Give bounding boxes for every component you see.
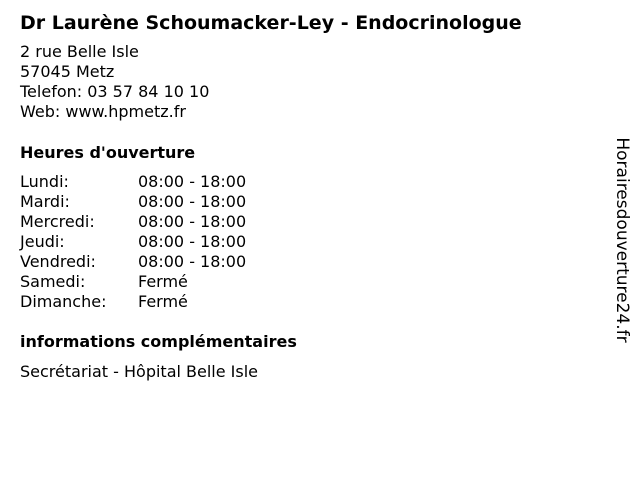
hours-row-friday <box>20 252 600 272</box>
hours-day: Vendredi: <box>20 252 96 271</box>
hours-time: 08:00 - 18:00 <box>138 172 247 191</box>
hours-row-wednesday <box>20 212 600 232</box>
website: Web: www.hpmetz.fr <box>20 102 186 121</box>
hours-time: Fermé <box>138 272 188 291</box>
hours-row-saturday <box>20 272 600 292</box>
opening-hours-table <box>20 172 600 312</box>
hours-time: 08:00 - 18:00 <box>138 252 247 271</box>
hours-day: Samedi: <box>20 272 86 291</box>
hours-day: Lundi: <box>20 172 69 191</box>
phone-number: Telefon: 03 57 84 10 10 <box>20 82 210 101</box>
hours-row-thursday <box>20 232 600 252</box>
additional-info-heading: informations complémentaires <box>20 332 297 351</box>
page-title: Dr Laurène Schoumacker-Ley - Endocrinologue <box>20 12 522 34</box>
site-watermark: Horairesdouverture24.fr <box>612 137 632 343</box>
hours-row-sunday <box>20 292 600 312</box>
address-block <box>20 42 600 122</box>
address-street: 2 rue Belle Isle <box>20 42 139 61</box>
hours-time: Fermé <box>138 292 188 311</box>
hours-time: 08:00 - 18:00 <box>138 192 247 211</box>
hours-day: Mercredi: <box>20 212 95 231</box>
hours-row-monday <box>20 172 600 192</box>
listing-card <box>20 10 600 382</box>
hours-day: Mardi: <box>20 192 70 211</box>
hours-time: 08:00 - 18:00 <box>138 232 247 251</box>
opening-hours-heading: Heures d'ouverture <box>20 143 196 162</box>
hours-row-tuesday <box>20 192 600 212</box>
additional-info-text: Secrétariat - Hôpital Belle Isle <box>20 362 259 381</box>
address-city: 57045 Metz <box>20 62 115 81</box>
hours-time: 08:00 - 18:00 <box>138 212 247 231</box>
hours-day: Dimanche: <box>20 292 107 311</box>
hours-day: Jeudi: <box>20 232 65 251</box>
